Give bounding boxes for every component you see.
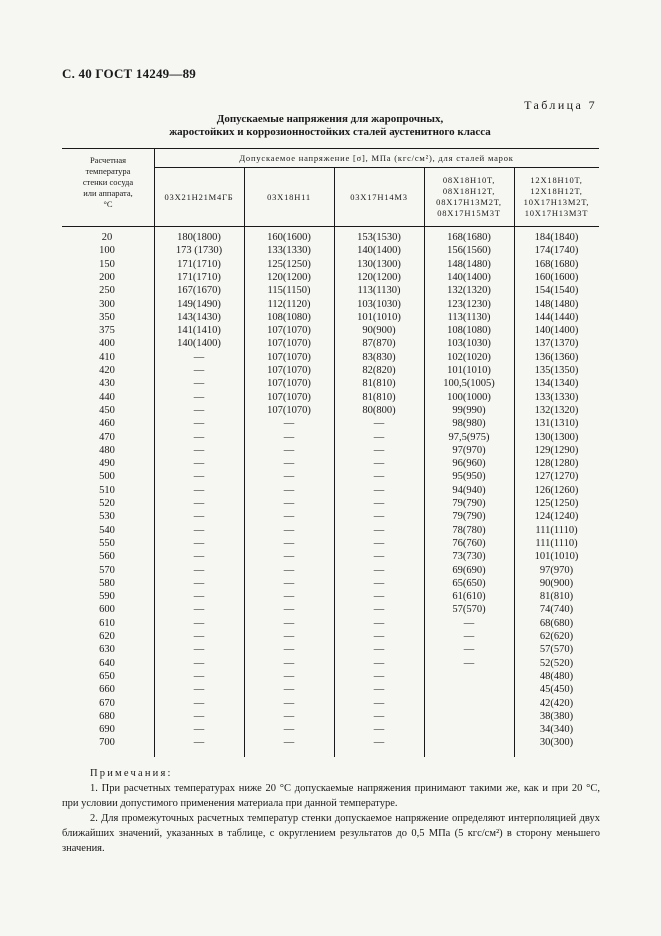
temperature-cell: 620 (99, 631, 115, 642)
grade2-stress-cell: — (283, 617, 295, 629)
grade1-stress-cell: — (193, 391, 205, 403)
table-title-line-1: Допускаемые напряжения для жаропрочных, (216, 113, 444, 125)
grade5-stress-cell: 130(1300) (534, 431, 579, 443)
grade1-stress-cell: — (193, 365, 205, 376)
grade4-stress-cell: 61(610) (452, 591, 486, 603)
temperature-cell: 600 (99, 604, 115, 616)
temperature-cell: 490 (99, 458, 115, 470)
table-row (62, 311, 599, 324)
grade2-stress-cell: 107(1070) (267, 351, 311, 363)
table-row (62, 564, 599, 577)
grade3-stress-cell: 80(800) (362, 404, 396, 416)
grade3-stress-cell: — (373, 604, 385, 616)
grade2-stress-cell: — (283, 471, 295, 483)
table-row (62, 617, 599, 630)
note-item: 2. Для промежуточных расчетных температур стенки допускаемое напряжение определяют интерполяцией двух ближайших значений, указанных в таблице, с округлением результатов до 0,5 МПа (5 кгс/см²) в сторону меньшего значения. (62, 813, 600, 854)
temperature-cell: 570 (99, 564, 115, 576)
grade-header-08X18N10T-group: 08Х18Н10Т, 08Х18Н12Т, 08Х17Н13М2Т, 08Х17Н15М3Т (436, 175, 502, 218)
table-row (62, 550, 599, 563)
grade4-stress-cell: 79(790) (452, 498, 486, 509)
table-row (62, 510, 599, 523)
grade4-stress-cell: — (463, 644, 475, 656)
grade1-stress-cell: 171(1710) (177, 258, 221, 270)
temperature-cell: 630 (99, 644, 115, 656)
grade5-stress-cell: 184(1840) (534, 232, 579, 243)
grade5-stress-cell: 38(380) (539, 710, 574, 722)
grade5-stress-cell: 133(1330) (534, 391, 579, 403)
grade5-stress-cell: 140(1400) (534, 325, 579, 337)
temperature-cell: 250 (99, 285, 115, 297)
grade2-stress-cell: 160(1600) (267, 232, 311, 243)
grade4-stress-cell: 69(690) (452, 564, 486, 576)
grade2-stress-cell: — (283, 564, 295, 576)
grade3-stress-cell: — (373, 564, 385, 576)
table-row (62, 736, 599, 749)
temperature-cell: 500 (99, 471, 115, 483)
grade2-stress-cell: — (283, 670, 295, 682)
grade1-stress-cell: — (193, 604, 205, 616)
grade2-stress-cell: — (283, 657, 295, 669)
grade5-stress-cell: 101(1010) (534, 551, 579, 563)
temperature-cell: 420 (99, 365, 115, 376)
grade2-stress-cell: — (283, 577, 295, 589)
grade4-stress-cell: — (463, 631, 475, 642)
table-row (62, 271, 599, 284)
table-row (62, 417, 599, 430)
grade5-stress-cell: 132(1320) (534, 404, 579, 416)
temperature-cell: 640 (99, 657, 115, 669)
grade1-stress-cell: — (193, 378, 205, 390)
grade1-stress-cell: — (193, 458, 205, 470)
grade3-stress-cell: — (373, 551, 385, 563)
grade1-stress-cell: — (193, 591, 205, 603)
table-row (62, 683, 599, 696)
grade5-stress-cell: 174(1740) (534, 245, 579, 257)
notes-section (62, 766, 600, 856)
grade4-stress-cell: 100(1000) (447, 391, 491, 403)
grade5-stress-cell: 90(900) (539, 577, 574, 589)
grade3-stress-cell: 153(1530) (357, 232, 401, 243)
grade3-stress-cell: — (373, 724, 385, 736)
table-title-line-2: жаростойких и коррозионностойких сталей аустенитного класса (169, 126, 491, 138)
grade2-stress-cell: 120(1200) (267, 271, 311, 283)
grade1-stress-cell: 167(1670) (177, 285, 221, 297)
grade1-stress-cell: — (193, 498, 205, 509)
grade5-stress-cell: 111(1110) (535, 524, 578, 536)
grade-header-03X17N14M3: 03Х17Н14М3 (350, 191, 408, 202)
grade5-stress-cell: 52(520) (539, 657, 574, 669)
grade5-stress-cell: 62(620) (539, 631, 574, 642)
table-row (62, 657, 599, 670)
grade2-stress-cell: — (283, 484, 295, 496)
grade2-stress-cell: — (283, 498, 295, 509)
grade4-stress-cell: 123(1230) (447, 298, 491, 310)
table-row (62, 364, 599, 377)
grade4-stress-cell: — (463, 617, 475, 629)
note-item: 1. При расчетных температурах ниже 20 °С допускаемые напряжения принимают такими же, как и при 20 °С, при условии допустимого применения материала при данной температуре. (62, 783, 600, 809)
table-number-label: Таблица 7 (524, 98, 597, 112)
temperature-cell: 400 (99, 338, 115, 350)
grade4-stress-cell: 100,5(1005) (443, 378, 495, 390)
table-row (62, 231, 599, 244)
grade5-stress-cell: 129(1290) (534, 444, 579, 456)
table-row (62, 723, 599, 736)
stress-group-header: Допускаемое напряжение [σ], МПа (кгс/см²), для сталей марок (239, 152, 514, 163)
grade3-stress-cell: — (373, 670, 385, 682)
grade1-stress-cell: 140(1400) (177, 338, 221, 350)
grade5-stress-cell: 136(1360) (534, 351, 579, 363)
grade2-stress-cell: — (283, 511, 295, 523)
grade1-stress-cell: — (193, 524, 205, 536)
table-row (62, 603, 599, 616)
grade4-stress-cell: 168(1680) (447, 232, 491, 243)
temperature-cell: 20 (101, 232, 113, 243)
grade5-stress-cell: 125(1250) (534, 498, 579, 509)
grade5-stress-cell: 131(1310) (534, 418, 579, 430)
grade2-stress-cell: 133(1330) (267, 245, 311, 257)
grade1-stress-cell: — (193, 737, 205, 749)
stress-table (62, 148, 599, 757)
table-row (62, 710, 599, 723)
table-row (62, 404, 599, 417)
grade4-stress-cell: 76(760) (452, 537, 486, 549)
grade5-stress-cell: 111(1110) (535, 537, 578, 549)
grade5-stress-cell: 148(1480) (534, 298, 579, 310)
grade2-stress-cell: — (283, 710, 295, 722)
grade2-stress-cell: 107(1070) (267, 391, 311, 403)
table-row (62, 643, 599, 656)
grade3-stress-cell: — (373, 710, 385, 722)
grade1-stress-cell: — (193, 551, 205, 563)
temperature-cell: 520 (99, 498, 115, 509)
grade2-stress-cell: — (283, 431, 295, 443)
table-top-rule (62, 148, 599, 149)
grade5-stress-cell: 124(1240) (534, 511, 579, 523)
table-row (62, 457, 599, 470)
grade2-stress-cell: 125(1250) (267, 258, 311, 270)
grade3-stress-cell: — (373, 498, 385, 509)
grade2-stress-cell: 107(1070) (267, 378, 311, 390)
grade4-stress-cell: 108(1080) (447, 325, 491, 337)
grade2-stress-cell: — (283, 537, 295, 549)
grade1-stress-cell: — (193, 471, 205, 483)
temperature-cell: 440 (99, 391, 115, 403)
grade4-stress-cell: 97,5(975) (448, 431, 490, 443)
temperature-cell: 610 (99, 617, 115, 629)
grade2-stress-cell: — (283, 604, 295, 616)
grade3-stress-cell: — (373, 657, 385, 669)
temperature-cell: 150 (99, 258, 115, 270)
grade2-stress-cell: — (283, 418, 295, 430)
table-row (62, 284, 599, 297)
grade3-stress-cell: 81(810) (362, 391, 396, 403)
grade3-stress-cell: 81(810) (362, 378, 396, 390)
grade4-stress-cell: 95(950) (452, 471, 486, 483)
grade5-stress-cell: 128(1280) (534, 458, 579, 470)
grade5-stress-cell: 68(680) (539, 617, 574, 629)
grade1-stress-cell: — (193, 697, 205, 709)
table-row (62, 377, 599, 390)
grade1-stress-cell: — (193, 657, 205, 669)
temperature-cell: 550 (99, 537, 115, 549)
grade3-stress-cell: — (373, 418, 385, 430)
grade4-stress-cell: — (463, 657, 475, 669)
table-row (62, 484, 599, 497)
grade2-stress-cell: — (283, 524, 295, 536)
grade3-stress-cell: — (373, 524, 385, 536)
grade4-stress-cell: 103(1030) (447, 338, 491, 350)
grade4-stress-cell (424, 723, 514, 736)
grade3-stress-cell: 140(1400) (357, 245, 401, 257)
temperature-cell: 470 (99, 431, 115, 443)
grade4-stress-cell (424, 683, 514, 696)
grade4-stress-cell (424, 710, 514, 723)
grade5-stress-cell: 97(970) (539, 564, 574, 576)
grade4-stress-cell: 140(1400) (447, 271, 491, 283)
grade5-stress-cell: 30(300) (539, 737, 574, 749)
grade3-stress-cell: — (373, 631, 385, 642)
grade5-stress-cell: 134(1340) (534, 378, 579, 390)
grade3-stress-cell: 101(1010) (357, 311, 401, 323)
grade1-stress-cell: 180(1800) (177, 232, 221, 243)
grade4-stress-cell: 96(960) (452, 458, 486, 470)
temperature-cell: 560 (99, 551, 115, 563)
grade4-stress-cell: 113(1130) (447, 311, 491, 323)
grade2-stress-cell: — (283, 591, 295, 603)
grade-header-03X18N11: 03Х18Н11 (267, 191, 311, 202)
page-header: С. 40 ГОСТ 14249—89 (62, 66, 196, 81)
grade4-stress-cell: 73(730) (452, 551, 486, 563)
grade4-stress-cell: 57(570) (452, 604, 486, 616)
table-row (62, 431, 599, 444)
grade2-stress-cell: — (283, 458, 295, 470)
grade3-stress-cell: 130(1300) (357, 258, 401, 270)
table-row (62, 351, 599, 364)
grade2-stress-cell: 108(1080) (267, 311, 311, 323)
table-row (62, 244, 599, 257)
grade5-stress-cell: 160(1600) (534, 271, 579, 283)
table-row (62, 697, 599, 710)
grade1-stress-cell: — (193, 644, 205, 656)
grade3-stress-cell: 82(820) (362, 365, 396, 376)
temperature-cell: 350 (99, 311, 115, 323)
temperature-cell: 530 (99, 511, 115, 523)
grade3-stress-cell: — (373, 458, 385, 470)
grade5-stress-cell: 74(740) (539, 604, 574, 616)
temperature-cell: 480 (99, 444, 115, 456)
grade4-stress-cell (424, 736, 514, 749)
grade5-stress-cell: 34(340) (539, 724, 574, 736)
grade-header-12X18N10T-group: 12Х18Н10Т, 12Х18Н12Т, 10Х17Н13М2Т, 10Х17Н13М3Т (523, 175, 590, 218)
grade3-stress-cell: — (373, 471, 385, 483)
temperature-cell: 580 (99, 577, 115, 589)
table-row (62, 391, 599, 404)
grade3-stress-cell: — (373, 431, 385, 443)
table-row (62, 590, 599, 603)
temperature-cell: 100 (99, 245, 115, 257)
grade1-stress-cell: — (193, 710, 205, 722)
grade5-stress-cell: 127(1270) (534, 471, 579, 483)
temperature-cell: 700 (99, 737, 115, 749)
grade2-stress-cell: 107(1070) (267, 404, 311, 416)
grade2-stress-cell: — (283, 444, 295, 456)
grade5-stress-cell: 48(480) (539, 670, 574, 682)
grade1-stress-cell: — (193, 418, 205, 430)
temperature-cell: 300 (99, 298, 115, 310)
temperature-cell: 375 (99, 325, 115, 337)
grade2-stress-cell: 107(1070) (267, 325, 311, 337)
table-row (62, 670, 599, 683)
grade1-stress-cell: — (193, 444, 205, 456)
grade1-stress-cell: — (193, 511, 205, 523)
grade3-stress-cell: 120(1200) (357, 271, 401, 283)
grade5-stress-cell: 144(1440) (534, 311, 579, 323)
temperature-cell: 410 (99, 351, 115, 363)
grade4-stress-cell (424, 697, 514, 710)
grade-header-03X21N21M4GB: 03Х21Н21М4ГБ (164, 191, 234, 202)
temperature-cell: 690 (99, 724, 115, 736)
grade5-stress-cell: 137(1370) (534, 338, 579, 350)
grade3-stress-cell: — (373, 537, 385, 549)
grade2-stress-cell: — (283, 551, 295, 563)
table-row (62, 298, 599, 311)
grade3-stress-cell: — (373, 697, 385, 709)
temperature-column-header: Расчетная температура стенки сосуда или аппарата, °C (82, 154, 134, 209)
grade3-stress-cell: 83(830) (362, 351, 396, 363)
grade1-stress-cell: — (193, 537, 205, 549)
grade1-stress-cell: — (193, 670, 205, 682)
grade2-stress-cell: 115(1150) (267, 285, 311, 297)
grade4-stress-cell: 97(970) (452, 444, 486, 456)
grade4-stress-cell: 79(790) (452, 511, 486, 523)
table-row (62, 577, 599, 590)
temperature-cell: 200 (99, 271, 115, 283)
table-row (62, 258, 599, 271)
grade4-stress-cell: 78(780) (452, 524, 486, 536)
grade3-stress-cell: 103(1030) (357, 298, 401, 310)
grade1-stress-cell: — (193, 631, 205, 642)
temperature-cell: 430 (99, 378, 115, 390)
grade3-stress-cell: — (373, 511, 385, 523)
table-row (62, 470, 599, 483)
grade3-stress-cell: — (373, 684, 385, 696)
temperature-cell: 510 (99, 484, 115, 496)
grade4-stress-cell: 148(1480) (447, 258, 491, 270)
grade3-stress-cell: 90(900) (362, 325, 396, 337)
grade2-stress-cell: 112(1120) (267, 298, 311, 310)
grade2-stress-cell: 107(1070) (267, 365, 311, 376)
grade1-stress-cell: — (193, 431, 205, 443)
grade1-stress-cell: — (193, 577, 205, 589)
grade1-stress-cell: — (193, 724, 205, 736)
grade4-stress-cell: 65(650) (452, 577, 486, 589)
grade4-stress-cell: 156(1560) (447, 245, 491, 257)
grade4-stress-cell: 102(1020) (447, 351, 491, 363)
grade3-stress-cell: — (373, 591, 385, 603)
grade1-stress-cell: 173 (1730) (175, 245, 223, 257)
grade5-stress-cell: 81(810) (539, 591, 574, 603)
grade5-stress-cell: 154(1540) (534, 285, 579, 297)
grade1-stress-cell: — (193, 564, 205, 576)
grade3-stress-cell: 87(870) (362, 338, 396, 350)
grade4-stress-cell: 94(940) (452, 484, 486, 496)
grade5-stress-cell: 57(570) (539, 644, 574, 656)
grade5-stress-cell: 45(450) (539, 684, 574, 696)
grade2-stress-cell: — (283, 644, 295, 656)
grade4-stress-cell: 99(990) (452, 404, 486, 416)
grade3-stress-cell: — (373, 617, 385, 629)
grade1-stress-cell: — (193, 404, 205, 416)
grade5-stress-cell: 135(1350) (534, 365, 579, 376)
grade2-stress-cell: — (283, 697, 295, 709)
grade4-stress-cell: 98(980) (452, 418, 486, 430)
temperature-cell: 660 (99, 684, 115, 696)
table-row (62, 537, 599, 550)
grade2-stress-cell: 107(1070) (267, 338, 311, 350)
grade2-stress-cell: — (283, 724, 295, 736)
notes-heading: Примечания: (90, 768, 173, 779)
temperature-cell: 450 (99, 404, 115, 416)
temperature-cell: 540 (99, 524, 115, 536)
grade2-stress-cell: — (283, 631, 295, 642)
grade5-stress-cell: 42(420) (539, 697, 574, 709)
grade4-stress-cell: 101(1010) (447, 365, 491, 376)
table-row (62, 497, 599, 510)
grade1-stress-cell: 149(1490) (177, 298, 221, 310)
grade1-stress-cell: 171(1710) (177, 271, 221, 283)
table-header-rule (62, 226, 599, 227)
table-row (62, 524, 599, 537)
grade3-stress-cell: 113(1130) (357, 285, 401, 297)
table-title (120, 113, 540, 139)
grade3-stress-cell: — (373, 484, 385, 496)
grade4-stress-cell: 132(1320) (447, 285, 491, 297)
grade5-stress-cell: 126(1260) (534, 484, 579, 496)
grade1-stress-cell: 143(1430) (177, 311, 221, 323)
grade2-stress-cell: — (283, 684, 295, 696)
temperature-cell: 590 (99, 591, 115, 603)
grade5-stress-cell: 168(1680) (534, 258, 579, 270)
temperature-cell: 670 (99, 697, 115, 709)
grade1-stress-cell: — (193, 684, 205, 696)
grade1-stress-cell: — (193, 617, 205, 629)
temperature-cell: 680 (99, 710, 115, 722)
temperature-cell: 650 (99, 670, 115, 682)
grade1-stress-cell: — (193, 484, 205, 496)
grade3-stress-cell: — (373, 444, 385, 456)
table-row (62, 630, 599, 643)
grade1-stress-cell: — (193, 351, 205, 363)
grade2-stress-cell: — (283, 737, 295, 749)
table-row (62, 337, 599, 350)
table-row (62, 324, 599, 337)
grade3-stress-cell: — (373, 577, 385, 589)
grade3-stress-cell: — (373, 737, 385, 749)
grade4-stress-cell (424, 670, 514, 683)
table-row (62, 444, 599, 457)
temperature-cell: 460 (99, 418, 115, 430)
grade3-stress-cell: — (373, 644, 385, 656)
grade1-stress-cell: 141(1410) (177, 325, 221, 337)
